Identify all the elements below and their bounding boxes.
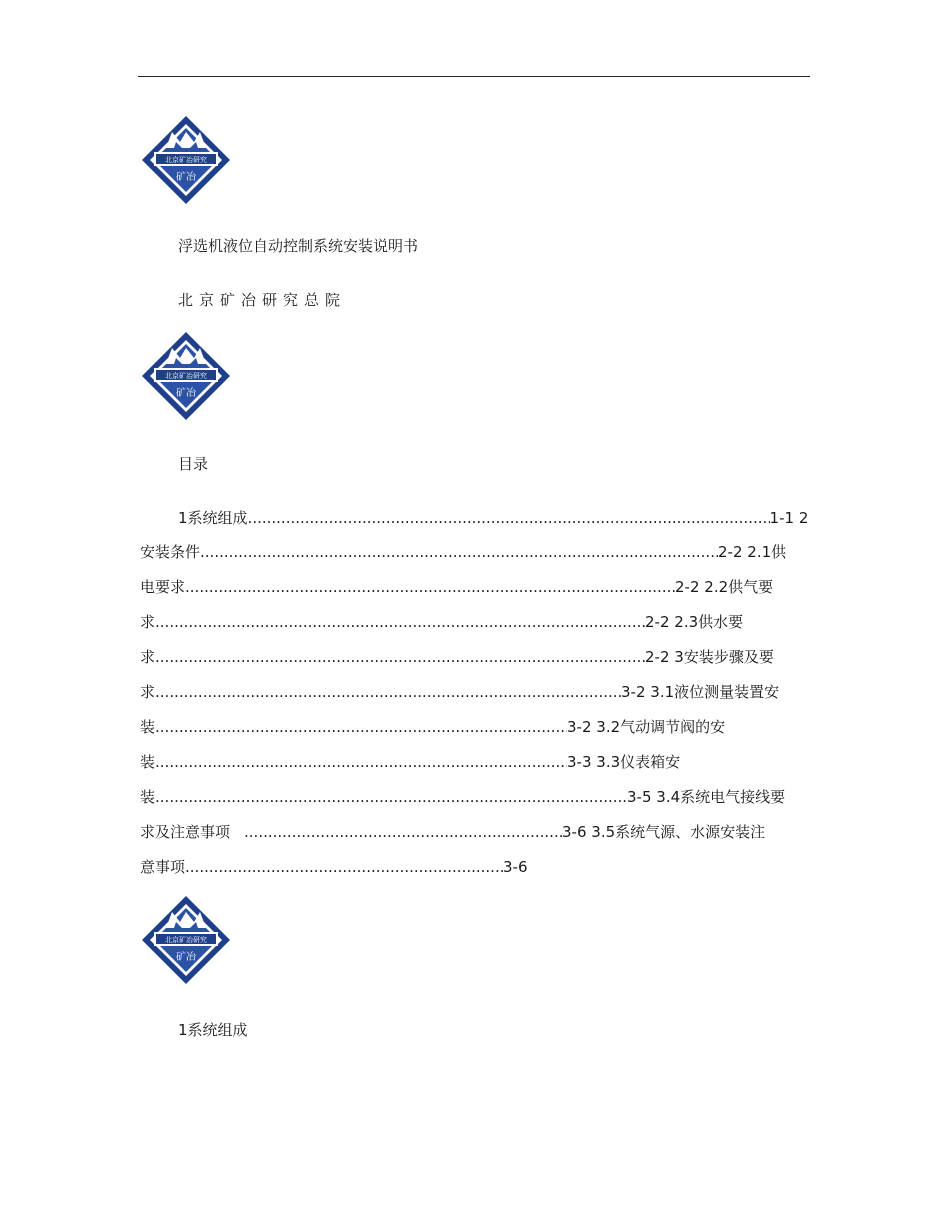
svg-text:北京矿冶研究: 北京矿冶研究 <box>165 156 207 164</box>
toc-line-page: 1-1 2 <box>769 509 809 527</box>
toc-line-text: 求 <box>140 648 156 666</box>
toc-line-page: 3-5 3.4系统电气接线要 <box>627 788 786 806</box>
toc-line[interactable] <box>140 717 725 737</box>
toc-leader <box>155 787 627 807</box>
svg-text:矿冶: 矿冶 <box>176 388 196 399</box>
toc-line-text: 装 <box>140 753 156 771</box>
toc-line[interactable] <box>178 508 808 528</box>
toc-line[interactable] <box>140 647 774 667</box>
toc-leader <box>200 542 718 562</box>
svg-text:北京矿冶研究: 北京矿冶研究 <box>165 372 207 380</box>
bgrimm-logo-icon <box>140 894 232 986</box>
toc-line[interactable] <box>140 612 743 632</box>
toc-line-text: 1系统组成 <box>178 509 248 527</box>
organization-name: 北京矿冶研究总院 <box>178 291 347 309</box>
toc-line[interactable] <box>140 577 773 597</box>
logo-graphic <box>140 894 232 986</box>
toc-line-text: 意事项 <box>140 858 186 876</box>
toc-line[interactable] <box>140 822 765 842</box>
toc-leader <box>248 508 770 528</box>
header-rule <box>138 76 810 77</box>
svg-text:矿冶: 矿冶 <box>176 952 196 963</box>
toc-line-page: 3-2 3.1液位测量装置安 <box>621 683 780 701</box>
toc-line[interactable] <box>140 752 680 772</box>
toc-line[interactable] <box>140 787 785 807</box>
toc-line-page: 3-2 3.2气动调节阀的安 <box>567 718 726 736</box>
svg-text:矿冶: 矿冶 <box>176 172 196 183</box>
toc-leader <box>155 717 567 737</box>
toc-line-page: 3-3 3.3仪表箱安 <box>567 753 681 771</box>
toc-line[interactable] <box>140 857 528 877</box>
toc-line-text: 求 <box>140 683 156 701</box>
bgrimm-logo-icon <box>140 330 232 422</box>
svg-text:北京矿冶研究: 北京矿冶研究 <box>165 936 207 944</box>
document-title: 浮选机液位自动控制系统安装说明书 <box>178 237 419 255</box>
toc-leader <box>185 857 503 877</box>
toc-leader <box>155 612 645 632</box>
toc-line-text: 求 <box>140 613 156 631</box>
toc-leader <box>244 822 562 842</box>
toc-line-text: 电要求 <box>140 578 186 596</box>
toc-line-text: 装 <box>140 788 156 806</box>
toc-leader <box>155 682 621 702</box>
logo-graphic <box>140 330 232 422</box>
toc-line-page: 2-2 3安装步骤及要 <box>645 648 774 666</box>
logo-graphic <box>140 114 232 206</box>
toc-line-text: 安装条件 <box>140 543 201 561</box>
toc-line-page: 2-2 2.3供水要 <box>645 613 744 631</box>
bgrimm-logo-icon <box>140 114 232 206</box>
toc-leader <box>155 647 645 667</box>
toc-line-text: 求及注意事项 <box>140 823 231 841</box>
toc-line-page: 2-2 2.1供 <box>718 543 787 561</box>
section-heading: 1系统组成 <box>178 1021 248 1039</box>
toc-line[interactable] <box>140 542 786 562</box>
toc-line[interactable] <box>140 682 779 702</box>
toc-line-page: 3-6 <box>503 858 528 876</box>
toc-line-text: 装 <box>140 718 156 736</box>
toc-heading: 目录 <box>178 455 209 473</box>
toc-line-page: 2-2 2.2供气要 <box>675 578 774 596</box>
toc-leader <box>155 752 567 772</box>
toc-leader <box>185 577 675 597</box>
toc-line-page: 3-6 3.5系统气源、水源安装注 <box>562 823 766 841</box>
